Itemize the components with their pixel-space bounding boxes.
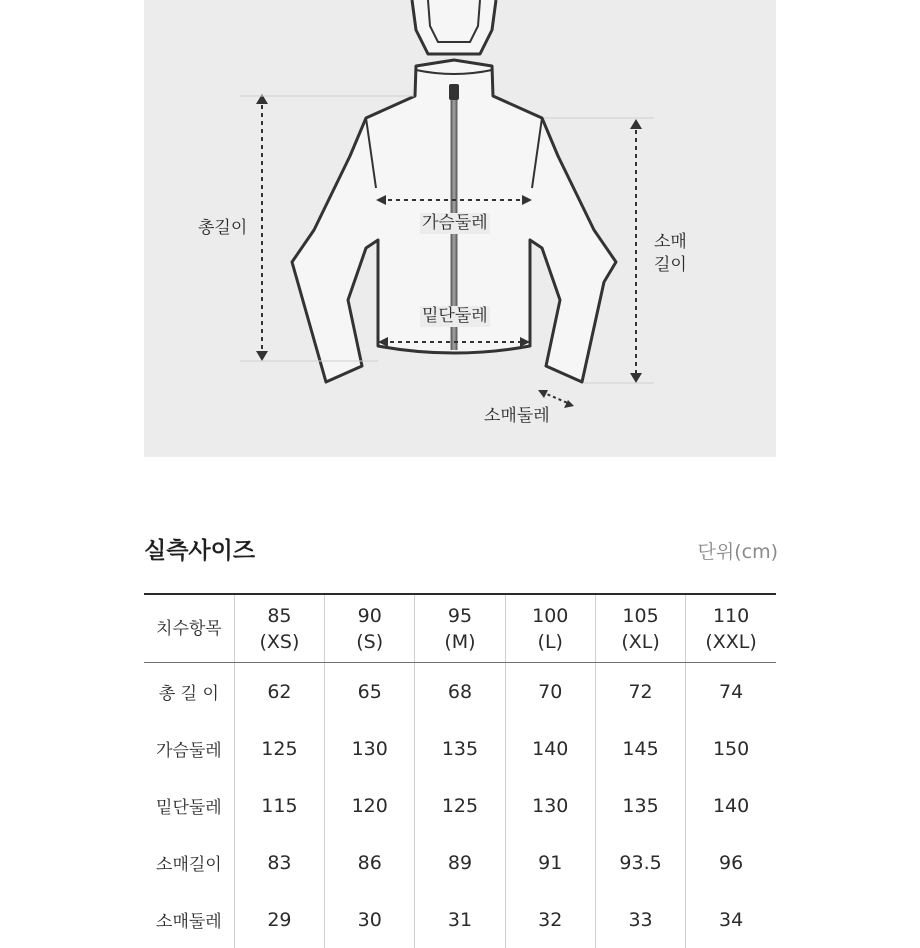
table-row-total-length xyxy=(144,663,776,721)
size-header-row xyxy=(144,594,776,663)
size-code: (M) xyxy=(444,630,476,653)
size-header-110 xyxy=(686,594,776,663)
size-number: 85 xyxy=(267,604,292,627)
size-number: 100 xyxy=(532,604,569,627)
table-cell: 140 xyxy=(686,777,776,834)
table-cell: 130 xyxy=(325,720,415,777)
size-header-95 xyxy=(415,594,505,663)
row-label: 소매길이 xyxy=(156,855,222,875)
unit-label: 단위(cm) xyxy=(697,541,778,563)
table-cell: 31 xyxy=(415,891,505,948)
size-number: 95 xyxy=(447,604,473,627)
table-cell: 115 xyxy=(234,777,324,834)
table-cell: 89 xyxy=(415,834,505,891)
table-cell: 140 xyxy=(505,720,595,777)
size-table xyxy=(144,593,776,948)
table-cell: 62 xyxy=(234,663,324,721)
table-cell: 91 xyxy=(505,834,595,891)
table-row-chest xyxy=(144,720,776,777)
jacket-measurement-diagram xyxy=(144,0,776,457)
table-cell: 70 xyxy=(505,663,595,721)
table-corner-label: 치수항목 xyxy=(144,594,234,663)
size-number: 110 xyxy=(712,604,750,627)
table-cell: 30 xyxy=(325,891,415,948)
size-code: (XL) xyxy=(621,630,660,653)
measurement-size-heading: 실측사이즈 xyxy=(144,538,256,564)
table-cell: 135 xyxy=(415,720,505,777)
table-cell: 125 xyxy=(415,777,505,834)
table-cell: 96 xyxy=(686,834,776,891)
table-cell: 135 xyxy=(595,777,685,834)
sleeve-circumference-label: 소매둘레 xyxy=(484,406,550,426)
size-header-85 xyxy=(234,594,324,663)
table-cell: 125 xyxy=(234,720,324,777)
table-cell: 86 xyxy=(325,834,415,891)
table-cell: 93.5 xyxy=(595,834,685,891)
size-code: (XXL) xyxy=(705,630,757,653)
table-cell: 83 xyxy=(234,834,324,891)
size-code: (L) xyxy=(537,630,563,653)
row-label: 총 길 이 xyxy=(158,684,219,704)
zipper-pull xyxy=(449,84,459,100)
total-length-label: 총길이 xyxy=(198,218,248,238)
row-label: 소매둘레 xyxy=(156,912,222,932)
table-cell: 120 xyxy=(325,777,415,834)
sleeve-length-label-line1: 소매 xyxy=(654,232,687,252)
hood-outline xyxy=(412,0,496,54)
hem-label: 밑단둘레 xyxy=(422,306,488,326)
size-header-100 xyxy=(505,594,595,663)
table-row-hem xyxy=(144,777,776,834)
table-cell: 65 xyxy=(325,663,415,721)
table-cell: 145 xyxy=(595,720,685,777)
size-header-105 xyxy=(595,594,685,663)
row-label: 가슴둘레 xyxy=(156,741,222,761)
table-cell: 34 xyxy=(686,891,776,948)
table-cell: 33 xyxy=(595,891,685,948)
table-cell: 74 xyxy=(686,663,776,721)
table-cell: 32 xyxy=(505,891,595,948)
chest-label: 가슴둘레 xyxy=(422,213,488,233)
size-number: 90 xyxy=(357,604,382,627)
table-row-sleeve-length xyxy=(144,834,776,891)
table-cell: 130 xyxy=(505,777,595,834)
table-cell: 150 xyxy=(686,720,776,777)
table-cell: 68 xyxy=(415,663,505,721)
size-number: 105 xyxy=(622,604,659,627)
row-label: 밑단둘레 xyxy=(156,798,222,818)
size-header-90 xyxy=(325,594,415,663)
sleeve-length-label-line2: 길이 xyxy=(654,255,687,275)
table-cell: 29 xyxy=(234,891,324,948)
size-code: (XS) xyxy=(259,630,300,653)
size-code: (S) xyxy=(356,630,384,653)
table-cell: 72 xyxy=(595,663,685,721)
